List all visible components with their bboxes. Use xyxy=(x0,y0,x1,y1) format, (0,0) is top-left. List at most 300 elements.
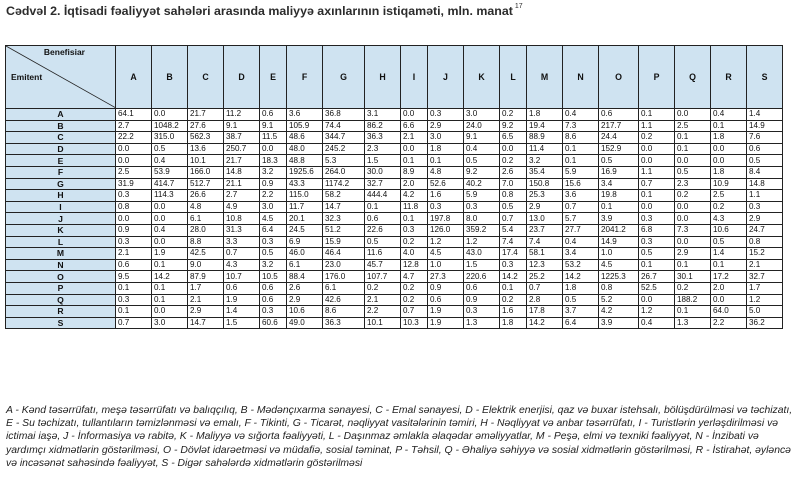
column-header-r: R xyxy=(711,46,747,109)
table-cell: 18.3 xyxy=(260,155,287,167)
table-cell: 88.4 xyxy=(287,271,323,283)
column-header-k: K xyxy=(464,46,500,109)
table-cell: 2.0 xyxy=(711,282,747,294)
table-cell: 46.0 xyxy=(287,248,323,260)
row-header-f: F xyxy=(6,166,116,178)
table-cell: 1.8 xyxy=(527,109,563,121)
column-header-n: N xyxy=(563,46,599,109)
table-cell: 2.7 xyxy=(116,120,152,132)
column-header-g: G xyxy=(323,46,365,109)
table-cell: 0.3 xyxy=(428,109,464,121)
table-cell: 0.7 xyxy=(500,213,527,225)
table-cell: 14.8 xyxy=(224,166,260,178)
table-cell: 8.6 xyxy=(323,306,365,318)
table-cell: 6.4 xyxy=(260,224,287,236)
table-cell: 0.3 xyxy=(639,236,675,248)
table-cell: 9.1 xyxy=(224,120,260,132)
table-row xyxy=(6,317,783,329)
table-cell: 176.0 xyxy=(323,271,365,283)
table-cell: 10.1 xyxy=(365,317,401,329)
table-row xyxy=(6,120,783,132)
table-cell: 0.4 xyxy=(152,224,188,236)
table-cell: 562.3 xyxy=(188,132,224,144)
table-cell: 24.0 xyxy=(464,120,500,132)
table-cell: 0.0 xyxy=(152,213,188,225)
table-cell: 3.7 xyxy=(563,306,599,318)
table-cell: 45.7 xyxy=(365,259,401,271)
table-cell: 2.1 xyxy=(116,248,152,260)
corner-beneficiary-label: Benefisiar xyxy=(43,47,85,57)
table-cell: 2.2 xyxy=(365,306,401,318)
table-cell: 0.8 xyxy=(747,236,783,248)
table-cell: 26.7 xyxy=(639,271,675,283)
table-cell: 9.0 xyxy=(188,259,224,271)
table-cell: 4.8 xyxy=(428,166,464,178)
row-header-r: R xyxy=(6,306,116,318)
table-cell: 5.3 xyxy=(323,155,365,167)
table-cell: 58.1 xyxy=(527,248,563,260)
table-cell: 0.6 xyxy=(428,294,464,306)
table-cell: 36.8 xyxy=(323,109,365,121)
table-cell: 0.5 xyxy=(747,155,783,167)
table-cell: 46.4 xyxy=(323,248,365,260)
table-cell: 0.8 xyxy=(599,282,639,294)
table-cell: 3.3 xyxy=(224,236,260,248)
table-cell: 3.0 xyxy=(152,317,188,329)
table-cell: 31.3 xyxy=(224,224,260,236)
table-cell: 27.6 xyxy=(188,120,224,132)
table-cell: 21.1 xyxy=(224,178,260,190)
table-cell: 2.9 xyxy=(188,306,224,318)
table-cell: 0.6 xyxy=(224,282,260,294)
column-header-j: J xyxy=(428,46,464,109)
table-cell: 0.0 xyxy=(675,236,711,248)
table-cell: 1.5 xyxy=(224,317,260,329)
table-cell: 0.2 xyxy=(711,201,747,213)
table-cell: 42.6 xyxy=(323,294,365,306)
table-cell: 10.7 xyxy=(224,271,260,283)
table-cell: 17.4 xyxy=(500,248,527,260)
table-cell: 0.7 xyxy=(401,306,428,318)
table-cell: 7.0 xyxy=(500,178,527,190)
table-cell: 2.5 xyxy=(675,120,711,132)
row-header-b: B xyxy=(6,120,116,132)
table-cell: 24.5 xyxy=(287,224,323,236)
corner-emitter-label: Emitent xyxy=(11,72,43,82)
table-cell: 512.7 xyxy=(188,178,224,190)
table-cell: 15.9 xyxy=(323,236,365,248)
table-cell: 42.5 xyxy=(188,248,224,260)
table-cell: 0.4 xyxy=(464,143,500,155)
table-cell: 24.7 xyxy=(747,224,783,236)
table-cell: 4.5 xyxy=(260,213,287,225)
table-cell: 1925.6 xyxy=(287,166,323,178)
table-cell: 11.4 xyxy=(527,143,563,155)
table-cell: 1.8 xyxy=(711,132,747,144)
table-cell: 1.8 xyxy=(563,282,599,294)
table-cell: 22.2 xyxy=(116,132,152,144)
table-cell: 6.8 xyxy=(639,224,675,236)
table-cell: 0.0 xyxy=(116,155,152,167)
table-cell: 1048.2 xyxy=(152,120,188,132)
table-cell: 64.0 xyxy=(711,306,747,318)
table-cell: 0.3 xyxy=(464,201,500,213)
table-cell: 10.6 xyxy=(287,306,323,318)
table-cell: 14.2 xyxy=(527,317,563,329)
table-cell: 31.9 xyxy=(116,178,152,190)
table-cell: 2.5 xyxy=(711,190,747,202)
table-cell: 0.6 xyxy=(260,294,287,306)
legend-text: A - Kənd təsərrüfatı, meşə təsərrüfatı və balıqçılıq, B - Mədənçıxarma sənayesi, C - Emal sənayesi, D - Elektrik enerjisi, qaz və buxar istehsalı, bölüşdürülməsi və təchizatı, E - Su təchizatı, tullantıların təmizlənməsi və emalı, F - Tikinti, G - Ticarət, nəqliyyat vasitələrinin təmiri, H - Nəqliyyat və anbar təsərrüfatı, I - Turistlərin yerləşdirilməsi və ictimai iaşə, J - İnformasiya və rabitə, K - Maliyyə və sığorta fəaliyyəti, L - Daşınmaz əmlakla əlaqədar əməliyyatlar, M - Peşə, elmi və texniki fəaliyyət, N - İnzibati və yardımçı xidmətlərin göstərilməsi, O - Dövlət idarəetməsi və müdafiə, sosial təminat, P - Təhsil, Q - Əhaliyə səhiyyə və sosial xidmətlərin göstərilməsi, R - İstirahət, əyləncə və incəsənət sahəsində fəaliyyət, S - Digər sahələrdə xidmətlərin göstərilməsi xyxy=(6,405,793,469)
table-cell: 2.2 xyxy=(711,317,747,329)
table-cell: 3.4 xyxy=(563,248,599,260)
table-cell: 7.3 xyxy=(563,120,599,132)
table-cell: 19.4 xyxy=(527,120,563,132)
row-header-i: I xyxy=(6,201,116,213)
table-cell: 2.9 xyxy=(747,213,783,225)
table-cell: 0.1 xyxy=(675,306,711,318)
table-cell: 3.0 xyxy=(260,201,287,213)
table-cell: 2.9 xyxy=(527,201,563,213)
table-cell: 10.1 xyxy=(188,155,224,167)
table-cell: 1.2 xyxy=(428,236,464,248)
table-cell: 25.2 xyxy=(527,271,563,283)
table-cell: 0.0 xyxy=(639,294,675,306)
row-header-e: E xyxy=(6,155,116,167)
table-cell: 0.5 xyxy=(563,294,599,306)
table-cell: 53.9 xyxy=(152,166,188,178)
table-cell: 2.5 xyxy=(116,166,152,178)
table-row xyxy=(6,166,783,178)
table-cell: 0.0 xyxy=(401,143,428,155)
table-row xyxy=(6,306,783,318)
table-cell: 32.7 xyxy=(747,271,783,283)
table-cell: 0.7 xyxy=(563,201,599,213)
table-cell: 264.0 xyxy=(323,166,365,178)
column-header-m: M xyxy=(527,46,563,109)
table-cell: 3.2 xyxy=(260,259,287,271)
table-cell: 0.6 xyxy=(599,109,639,121)
table-cell: 0.6 xyxy=(365,213,401,225)
table-cell: 0.4 xyxy=(563,236,599,248)
table-cell: 11.6 xyxy=(365,248,401,260)
table-cell: 3.0 xyxy=(464,109,500,121)
table-cell: 10.6 xyxy=(711,224,747,236)
table-cell: 23.7 xyxy=(527,224,563,236)
column-header-c: C xyxy=(188,46,224,109)
table-cell: 11.2 xyxy=(224,109,260,121)
table-cell: 1.9 xyxy=(428,306,464,318)
table-cell: 3.9 xyxy=(599,317,639,329)
table-cell: 51.2 xyxy=(323,224,365,236)
table-cell: 0.2 xyxy=(500,109,527,121)
table-cell: 8.8 xyxy=(188,236,224,248)
table-cell: 0.2 xyxy=(401,282,428,294)
table-cell: 0.5 xyxy=(260,248,287,260)
table-cell: 19.8 xyxy=(599,190,639,202)
table-cell: 5.9 xyxy=(563,166,599,178)
table-cell: 0.5 xyxy=(152,143,188,155)
table-cell: 0.1 xyxy=(116,282,152,294)
table-cell: 21.7 xyxy=(224,155,260,167)
table-cell: 1.0 xyxy=(428,259,464,271)
table-cell: 2.3 xyxy=(675,178,711,190)
table-cell: 0.8 xyxy=(500,190,527,202)
table-cell: 0.1 xyxy=(152,282,188,294)
table-cell: 1.5 xyxy=(365,155,401,167)
table-row xyxy=(6,155,783,167)
table-cell: 14.2 xyxy=(563,271,599,283)
table-row xyxy=(6,132,783,144)
header-row xyxy=(6,46,783,109)
table-cell: 14.9 xyxy=(747,120,783,132)
table-cell: 0.7 xyxy=(224,248,260,260)
table-cell: 359.2 xyxy=(464,224,500,236)
table-cell: 0.2 xyxy=(675,190,711,202)
table-cell: 0.0 xyxy=(675,109,711,121)
table-cell: 1174.2 xyxy=(323,178,365,190)
table-cell: 1.6 xyxy=(500,306,527,318)
table-cell: 32.3 xyxy=(323,213,365,225)
table-cell: 2.8 xyxy=(527,294,563,306)
table-cell: 58.2 xyxy=(323,190,365,202)
row-header-c: C xyxy=(6,132,116,144)
table-cell: 0.1 xyxy=(116,306,152,318)
table-cell: 6.1 xyxy=(287,259,323,271)
table-cell: 0.0 xyxy=(116,143,152,155)
table-cell: 150.8 xyxy=(527,178,563,190)
row-header-o: O xyxy=(6,271,116,283)
table-cell: 6.4 xyxy=(563,317,599,329)
table-cell: 43.0 xyxy=(464,248,500,260)
table-cell: 4.3 xyxy=(711,213,747,225)
row-header-q: Q xyxy=(6,294,116,306)
table-cell: 6.9 xyxy=(287,236,323,248)
table-cell: 1.9 xyxy=(224,294,260,306)
table-cell: 220.6 xyxy=(464,271,500,283)
table-row xyxy=(6,143,783,155)
table-row xyxy=(6,282,783,294)
table-cell: 344.7 xyxy=(323,132,365,144)
table-cell: 10.9 xyxy=(711,178,747,190)
table-cell: 0.4 xyxy=(639,317,675,329)
table-cell: 1.2 xyxy=(747,294,783,306)
table-cell: 2041.2 xyxy=(599,224,639,236)
table-cell: 11.5 xyxy=(260,132,287,144)
table-cell: 13.0 xyxy=(527,213,563,225)
table-cell: 115.0 xyxy=(287,190,323,202)
table-cell: 10.3 xyxy=(401,317,428,329)
table-cell: 0.1 xyxy=(152,294,188,306)
table-cell: 32.7 xyxy=(365,178,401,190)
table-cell: 2.9 xyxy=(675,248,711,260)
table-cell: 0.4 xyxy=(152,155,188,167)
table-cell: 87.9 xyxy=(188,271,224,283)
table-cell: 0.1 xyxy=(639,259,675,271)
table-cell: 4.2 xyxy=(599,306,639,318)
table-row xyxy=(6,224,783,236)
table-cell: 0.0 xyxy=(711,294,747,306)
table-cell: 13.6 xyxy=(188,143,224,155)
table-cell: 4.5 xyxy=(599,259,639,271)
row-header-m: M xyxy=(6,248,116,260)
table-cell: 52.6 xyxy=(428,178,464,190)
table-cell: 3.0 xyxy=(428,132,464,144)
table-cell: 0.0 xyxy=(639,143,675,155)
table-cell: 0.5 xyxy=(464,155,500,167)
table-cell: 0.9 xyxy=(260,178,287,190)
table-row xyxy=(6,271,783,283)
table-row xyxy=(6,213,783,225)
table-cell: 0.2 xyxy=(401,236,428,248)
column-header-i: I xyxy=(401,46,428,109)
table-cell: 38.7 xyxy=(224,132,260,144)
table-cell: 0.9 xyxy=(464,294,500,306)
table-cell: 2.7 xyxy=(224,190,260,202)
table-cell: 2.1 xyxy=(365,294,401,306)
table-cell: 3.2 xyxy=(260,166,287,178)
table-cell: 40.2 xyxy=(464,178,500,190)
footnote-marker: 17 xyxy=(514,3,523,10)
table-cell: 0.0 xyxy=(152,306,188,318)
table-cell: 1.8 xyxy=(711,166,747,178)
table-cell: 0.2 xyxy=(639,132,675,144)
table-cell: 2.1 xyxy=(747,259,783,271)
table-cell: 245.2 xyxy=(323,143,365,155)
column-header-p: P xyxy=(639,46,675,109)
row-header-p: P xyxy=(6,282,116,294)
table-title-text: Cədvəl 2. İqtisadi fəaliyyət sahələri arasında maliyyə axınlarının istiqaməti, mln. manat xyxy=(6,4,513,18)
table-cell: 4.7 xyxy=(401,271,428,283)
table-cell: 188.2 xyxy=(675,294,711,306)
table-cell: 14.9 xyxy=(599,236,639,248)
table-cell: 6.1 xyxy=(323,282,365,294)
table-cell: 0.5 xyxy=(675,166,711,178)
table-cell: 6.5 xyxy=(500,132,527,144)
table-cell: 0.1 xyxy=(639,190,675,202)
table-cell: 1.2 xyxy=(639,306,675,318)
table-cell: 0.1 xyxy=(675,132,711,144)
table-cell: 0.3 xyxy=(500,259,527,271)
table-cell: 0.5 xyxy=(599,155,639,167)
table-cell: 0.7 xyxy=(639,178,675,190)
table-cell: 21.7 xyxy=(188,109,224,121)
table-cell: 36.3 xyxy=(365,132,401,144)
row-header-h: H xyxy=(6,190,116,202)
table-cell: 5.9 xyxy=(464,190,500,202)
finance-flow-table xyxy=(5,45,783,329)
table-cell: 0.3 xyxy=(116,236,152,248)
table-cell: 60.6 xyxy=(260,317,287,329)
table-cell: 126.0 xyxy=(428,224,464,236)
table-cell: 5.4 xyxy=(500,224,527,236)
corner-header xyxy=(6,46,116,109)
table-cell: 1.6 xyxy=(428,190,464,202)
table-cell: 4.8 xyxy=(188,201,224,213)
table-cell: 0.2 xyxy=(500,294,527,306)
table-cell: 2.9 xyxy=(287,294,323,306)
table-cell: 2.1 xyxy=(188,294,224,306)
table-row xyxy=(6,236,783,248)
table-cell: 14.2 xyxy=(152,271,188,283)
table-cell: 10.8 xyxy=(224,213,260,225)
table-cell: 0.1 xyxy=(401,213,428,225)
table-cell: 0.1 xyxy=(639,109,675,121)
table-row xyxy=(6,190,783,202)
table-cell: 3.9 xyxy=(599,213,639,225)
table-cell: 9.1 xyxy=(464,132,500,144)
table-cell: 0.3 xyxy=(428,201,464,213)
table-cell: 1.7 xyxy=(188,282,224,294)
table-cell: 0.6 xyxy=(747,143,783,155)
table-cell: 197.8 xyxy=(428,213,464,225)
table-cell: 15.2 xyxy=(747,248,783,260)
table-cell: 0.8 xyxy=(116,201,152,213)
table-cell: 8.4 xyxy=(747,166,783,178)
table-cell: 114.3 xyxy=(152,190,188,202)
table-cell: 11.7 xyxy=(287,201,323,213)
table-cell: 2.2 xyxy=(260,190,287,202)
table-cell: 20.1 xyxy=(287,213,323,225)
table-cell: 0.0 xyxy=(711,143,747,155)
table-cell: 0.3 xyxy=(260,236,287,248)
table-cell: 2.6 xyxy=(287,282,323,294)
table-cell: 9.1 xyxy=(260,120,287,132)
table-cell: 1225.3 xyxy=(599,271,639,283)
table-cell: 36.2 xyxy=(747,317,783,329)
table-cell: 12.3 xyxy=(527,259,563,271)
table-cell: 5.7 xyxy=(563,213,599,225)
table-cell: 0.1 xyxy=(675,143,711,155)
table-cell: 8.9 xyxy=(401,166,428,178)
table-cell: 11.8 xyxy=(401,201,428,213)
table-cell: 0.1 xyxy=(711,259,747,271)
table-cell: 0.5 xyxy=(500,201,527,213)
table-cell: 28.0 xyxy=(188,224,224,236)
table-cell: 4.3 xyxy=(224,259,260,271)
table-cell: 250.7 xyxy=(224,143,260,155)
table-cell: 0.9 xyxy=(116,224,152,236)
table-cell: 0.0 xyxy=(500,143,527,155)
table-cell: 3.6 xyxy=(287,109,323,121)
table-cell: 0.2 xyxy=(675,282,711,294)
table-cell: 0.1 xyxy=(599,201,639,213)
table-cell: 0.1 xyxy=(428,155,464,167)
column-header-a: A xyxy=(116,46,152,109)
table-cell: 1.9 xyxy=(428,317,464,329)
table-cell: 4.2 xyxy=(401,190,428,202)
table-cell: 0.9 xyxy=(428,282,464,294)
table-cell: 1.0 xyxy=(599,248,639,260)
table-cell: 23.0 xyxy=(323,259,365,271)
table-cell: 6.1 xyxy=(188,213,224,225)
table-cell: 9.2 xyxy=(500,120,527,132)
table-cell: 3.6 xyxy=(563,190,599,202)
column-header-o: O xyxy=(599,46,639,109)
table-cell: 0.3 xyxy=(116,190,152,202)
table-cell: 0.1 xyxy=(500,282,527,294)
table-cell: 35.4 xyxy=(527,166,563,178)
table-cell: 74.4 xyxy=(323,120,365,132)
table-cell: 0.1 xyxy=(401,155,428,167)
table-cell: 86.2 xyxy=(365,120,401,132)
table-cell: 0.6 xyxy=(260,109,287,121)
table-cell: 14.7 xyxy=(323,201,365,213)
table-cell: 0.1 xyxy=(365,201,401,213)
table-cell: 0.6 xyxy=(260,282,287,294)
row-header-l: L xyxy=(6,236,116,248)
table-cell: 414.7 xyxy=(152,178,188,190)
